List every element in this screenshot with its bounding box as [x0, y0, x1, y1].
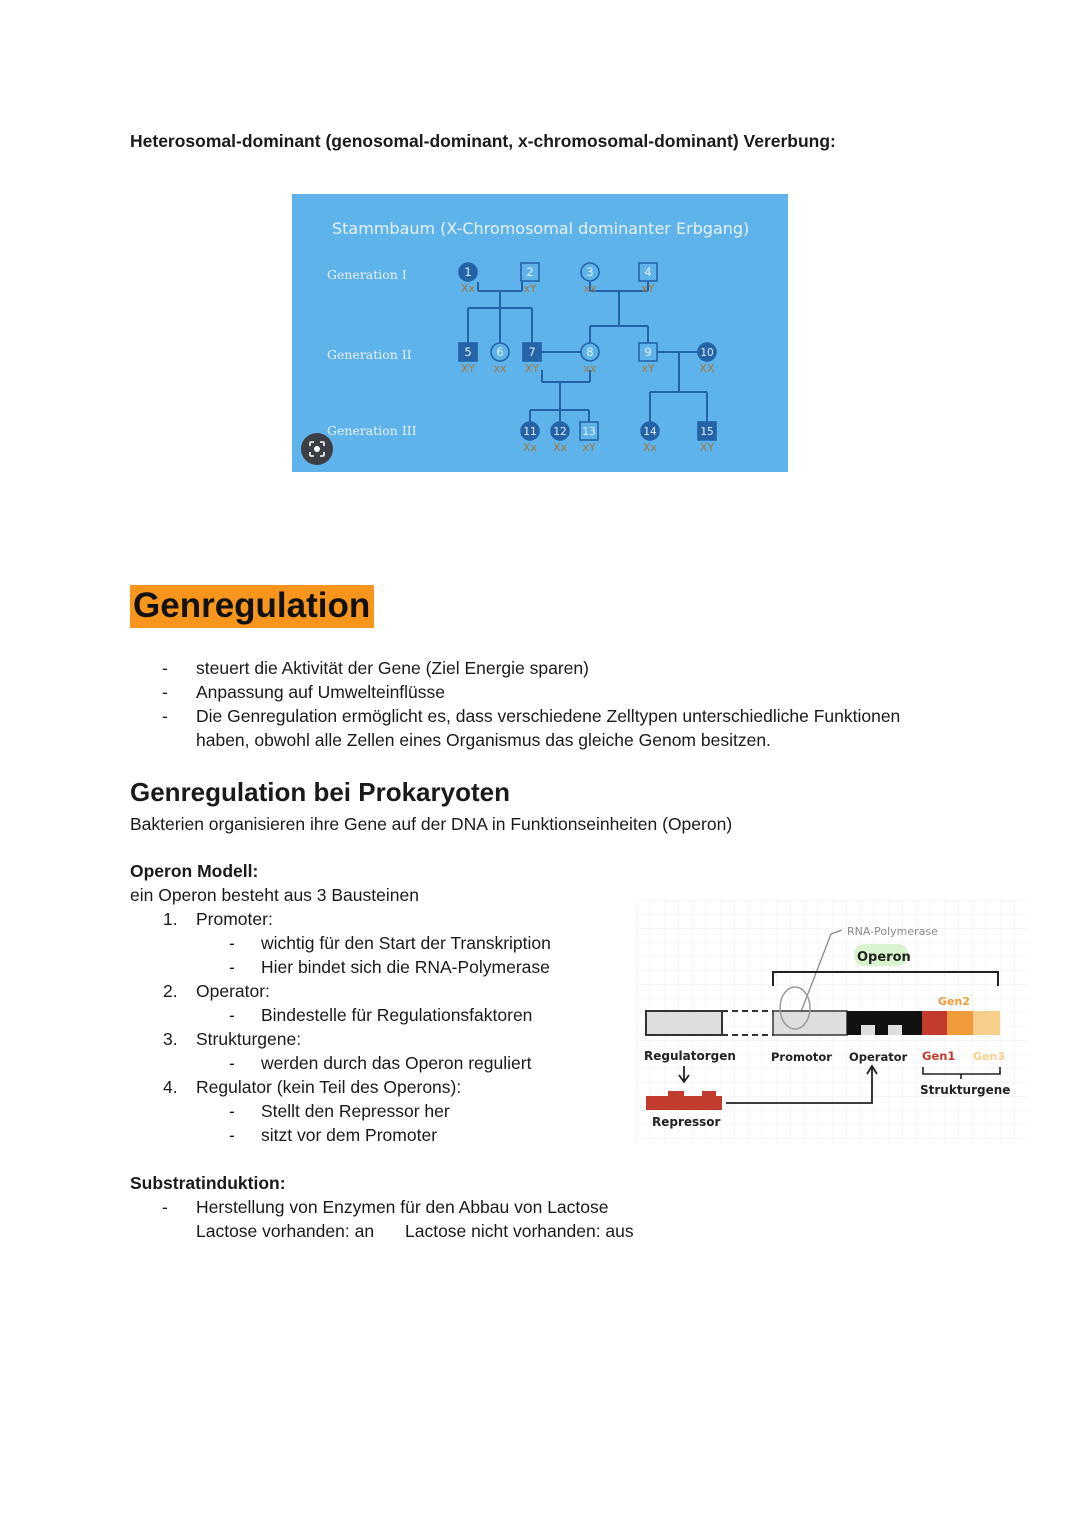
pedigree-individual [581, 263, 599, 295]
generation-label: Generation III [327, 423, 417, 438]
individual-number: 10 [700, 347, 714, 359]
operon-item-strukturgene: 3. Strukturgene: [163, 1029, 302, 1049]
pedigree-individual [551, 422, 569, 454]
pedigree-individual [459, 263, 477, 295]
individual-number: 4 [644, 265, 652, 279]
list-item: - Bindestelle für Regulationsfaktoren [229, 1005, 533, 1025]
promotor-label: Promotor [771, 1050, 832, 1064]
generation-label: Generation II [327, 347, 412, 362]
lens-icon [308, 440, 326, 458]
generation-label: Generation I [327, 267, 407, 282]
prokaryoten-intro: Bakterien organisieren ihre Gene auf der DNA in Funktionseinheiten (Operon) [130, 814, 733, 834]
list-item: - Anpassung auf Umwelteinflüsse [162, 682, 446, 702]
list-item: - Hier bindet sich die RNA-Polymerase [229, 957, 550, 977]
gen1-label: Gen1 [922, 1049, 956, 1063]
rna-polymerase-label: RNA-Polymerase [847, 925, 938, 938]
genotype-label: Xx [642, 441, 658, 454]
genregulation-list [162, 656, 956, 752]
operator-label: Operator [849, 1050, 908, 1064]
individual-number: 3 [586, 265, 594, 279]
genotype-label: xY [641, 282, 655, 295]
gen3-label: Gen3 [973, 1050, 1005, 1063]
repressor-label: Repressor [652, 1115, 721, 1129]
pedigree-individual [459, 343, 477, 375]
individual-number: 14 [643, 426, 657, 438]
genotype-label: xY [582, 441, 596, 454]
genotype-label: Xx [522, 441, 538, 454]
operon-item-promoter: 1. Promoter: [163, 909, 273, 929]
lactose-on-text: Lactose vorhanden: an [196, 1221, 375, 1241]
pedigree-title: Stammbaum (X-Chromosomal dominanter Erbgang) [332, 219, 750, 238]
genotype-label: xx [583, 362, 597, 375]
individual-number: 13 [582, 426, 596, 438]
individual-number: 2 [526, 265, 534, 279]
list-item: - steuert die Aktivität der Gene (Ziel Energie sparen) [162, 658, 589, 678]
substratinduktion-heading: Substratinduktion: [130, 1173, 286, 1193]
list-item: - Die Genregulation ermöglicht es, dass verschiedene Zelltypen unterschiedliche Funktionen haben, obwohl alle Zellen eines Organismus das gleiche Genom besitzen. [162, 706, 901, 750]
genotype-label: XX [699, 362, 715, 375]
pedigree-individual [641, 422, 659, 454]
operon-item-operator: 2. Operator: [163, 981, 270, 1001]
pedigree-individual [581, 343, 599, 375]
genotype-label: xY [641, 362, 655, 375]
genotype-label: XY [524, 362, 540, 375]
genotype-label: xx [583, 282, 597, 295]
lactose-off-text: Lactose nicht vorhanden: aus [405, 1221, 634, 1241]
genotype-label: xx [493, 362, 507, 375]
operon-svg [636, 900, 1028, 1142]
genotype-label: xY [523, 282, 537, 295]
list-item: - werden durch das Operon reguliert [229, 1053, 532, 1073]
individual-number: 6 [496, 345, 504, 359]
genregulation-heading: Genregulation [130, 585, 374, 628]
gen2-label: Gen2 [938, 995, 970, 1008]
operon-diagram [636, 900, 1028, 1142]
pedigree-individual [698, 343, 716, 375]
list-item: - Stellt den Repressor her [229, 1101, 450, 1121]
individual-number: 1 [464, 265, 472, 279]
genotype-label: XY [699, 441, 715, 454]
pedigree-svg [292, 194, 788, 472]
list-item: - sitzt vor dem Promoter [229, 1125, 438, 1145]
pedigree-individual [523, 343, 541, 375]
strukturgene-label: Strukturgene [920, 1083, 1011, 1097]
regulatorgen-label: Regulatorgen [644, 1049, 736, 1063]
individual-number: 7 [528, 345, 536, 359]
pedigree-individual [639, 263, 657, 295]
lens-search-button[interactable] [301, 433, 333, 465]
operon-model-intro: ein Operon besteht aus 3 Bausteinen [130, 885, 419, 905]
inheritance-heading: Heterosomal-dominant (genosomal-dominant, x-chromosomal-dominant) Vererbung: [130, 131, 836, 151]
operon-model-heading: Operon Modell: [130, 861, 259, 881]
pedigree-chart [292, 194, 788, 472]
genotype-label: XY [460, 362, 476, 375]
pedigree-individual [491, 343, 509, 375]
genotype-label: Xx [460, 282, 476, 295]
individual-number: 8 [586, 345, 594, 359]
genotype-label: Xx [552, 441, 568, 454]
individual-number: 5 [464, 345, 472, 359]
list-item: - wichtig für den Start der Transkription [229, 933, 551, 953]
pedigree-individual [521, 422, 539, 454]
pedigree-individual [521, 263, 539, 295]
individual-number: 15 [700, 426, 714, 438]
individual-number: 12 [553, 426, 567, 438]
list-item: - Herstellung von Enzymen für den Abbau von Lactose [162, 1197, 609, 1217]
operon-item-regulator: 4. Regulator (kein Teil des Operons): [163, 1077, 462, 1097]
pedigree-individual [580, 422, 598, 454]
pedigree-individual [639, 343, 657, 375]
pedigree-individual [698, 422, 716, 454]
individual-number: 11 [523, 426, 537, 438]
operon-label: Operon [857, 950, 911, 965]
individual-number: 9 [644, 345, 652, 359]
prokaryoten-heading: Genregulation bei Prokaryoten [130, 777, 510, 807]
